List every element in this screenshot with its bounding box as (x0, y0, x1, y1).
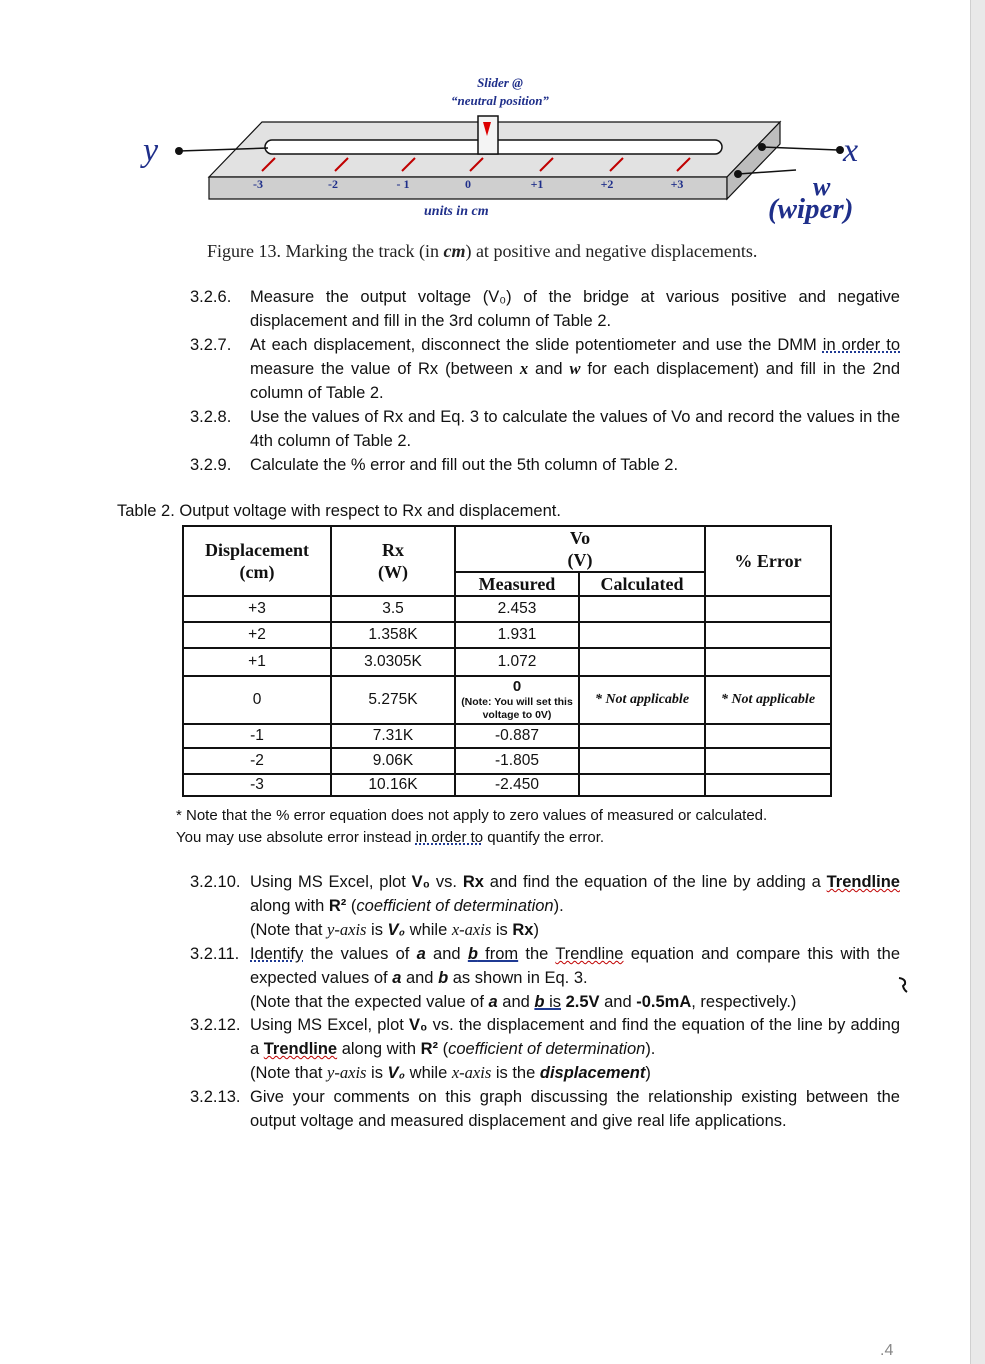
tick-label: +2 (600, 177, 614, 191)
cell-measured: 0 (Note: You will set this voltage to 0V) (455, 676, 579, 724)
cell-error (705, 748, 831, 774)
cell-displacement: -2 (183, 748, 331, 774)
wiper-label: (wiper) (768, 193, 854, 225)
header-vo: Vo (V) (455, 526, 705, 572)
cell-rx: 1.358K (331, 622, 455, 648)
cell-rx: 9.06K (331, 748, 455, 774)
cell-displacement: 0 (183, 676, 331, 724)
cell-displacement: +2 (183, 622, 331, 648)
units-label: units in cm (424, 204, 489, 219)
step-3-2-11: 3.2.11. Identify the values of a and b from the Trendline equation and compare this with the expected values of a and b as shown in Eq. 3. (Note that the expected value of a and b is 2.5V and -0.5mA, respectively.) (190, 945, 900, 1011)
cell-measured: -1.805 (455, 748, 579, 774)
tick-label: -2 (328, 177, 338, 191)
cell-error (705, 724, 831, 748)
step-3-2-6: 3.2.6. Measure the output voltage (V₀) of the bridge at various positive and negative displacement and fill in the 3rd column of Table 2. (190, 288, 900, 330)
x-terminal-label: x (843, 132, 859, 169)
cell-error (705, 774, 831, 796)
tick-label: -3 (253, 177, 263, 191)
cell-rx: 7.31K (331, 724, 455, 748)
table-row (183, 774, 831, 796)
cell-measured: -2.450 (455, 774, 579, 796)
step-3-2-13: 3.2.13. Give your comments on this graph discussing the relationship existing between the output voltage and measured displacement and give real life applications. (190, 1088, 900, 1130)
header-calculated: Calculated (579, 572, 705, 596)
step-3-2-12: 3.2.12. Using MS Excel, plot V₀ vs. the displacement and find the equation of the line by adding a Trendline along with R² (coefficient of determination). (Note that y-axis is V₀ while x-axis is the displacement) (190, 1016, 900, 1082)
margin-mark-icon (896, 975, 914, 995)
cell-measured: 1.931 (455, 622, 579, 648)
cell-calculated (579, 596, 705, 622)
w-terminal-label: w (813, 172, 831, 201)
table-row (183, 724, 831, 748)
tick-label: 0 (465, 177, 471, 191)
cell-displacement: -3 (183, 774, 331, 796)
cell-measured: -0.887 (455, 724, 579, 748)
cell-displacement: +3 (183, 596, 331, 622)
header-measured: Measured (455, 572, 579, 596)
cell-error (705, 596, 831, 622)
cell-displacement: -1 (183, 724, 331, 748)
vertical-scrollbar[interactable] (970, 0, 985, 1364)
table-note: * Note that the % error equation does not apply to zero values of measured or calculated. You may use absolute error instead in order to quantify the error. (176, 807, 768, 846)
header-rx: Rx (W) (331, 526, 455, 596)
tick-label: +1 (530, 177, 544, 191)
cell-calculated (579, 748, 705, 774)
cell-rx: 3.0305K (331, 648, 455, 676)
cell-error: * Not applicable (705, 676, 831, 724)
cell-calculated (579, 774, 705, 796)
cell-rx: 5.275K (331, 676, 455, 724)
cell-displacement: +1 (183, 648, 331, 676)
slider-knob (478, 116, 498, 154)
step-3-2-10: 3.2.10. Using MS Excel, plot V₀ vs. Rx and find the equation of the line by adding a Trendline along with R² (coefficient of determination). (Note that y-axis is V₀ while x-axis is Rx) (190, 873, 900, 939)
cell-rx: 3.5 (331, 596, 455, 622)
step-3-2-8: 3.2.8. Use the values of Rx and Eq. 3 to calculate the values of Vo and record the values in the 4th column of Table 2. (190, 408, 900, 450)
step-3-2-7: 3.2.7. At each displacement, disconnect the slide potentiometer and use the DMM in order to measure the value of Rx (between x and w for each displacement) and fill in the 2nd column of Table 2. (190, 336, 901, 402)
slider-neutral-caption: Slider @ “neutral position” (451, 75, 549, 108)
cell-error (705, 648, 831, 676)
cell-calculated (579, 648, 705, 676)
tick-label: - 1 (396, 177, 410, 191)
table-row (183, 596, 831, 622)
header-displacement: Displacement (cm) (183, 526, 331, 596)
page-number: .4 (880, 1342, 894, 1359)
step-3-2-9: 3.2.9. Calculate the % error and fill out the 5th column of Table 2. (190, 456, 679, 474)
table-title: Table 2. Output voltage with respect to Rx and displacement. (117, 502, 561, 520)
y-terminal-label: y (143, 132, 159, 169)
output-voltage-table (182, 525, 832, 797)
header-error: % Error (705, 526, 831, 596)
cell-measured: 1.072 (455, 648, 579, 676)
cell-error (705, 622, 831, 648)
cell-calculated (579, 622, 705, 648)
cell-calculated (579, 724, 705, 748)
cell-measured: 2.453 (455, 596, 579, 622)
table-row (183, 622, 831, 648)
table-row (183, 748, 831, 774)
table-row (183, 676, 831, 724)
tick-label: +3 (670, 177, 684, 191)
table-row (183, 648, 831, 676)
figure-caption: Figure 13. Marking the track (in cm) at positive and negative displacements. (207, 241, 758, 261)
cell-rx: 10.16K (331, 774, 455, 796)
cell-calculated: * Not applicable (579, 676, 705, 724)
